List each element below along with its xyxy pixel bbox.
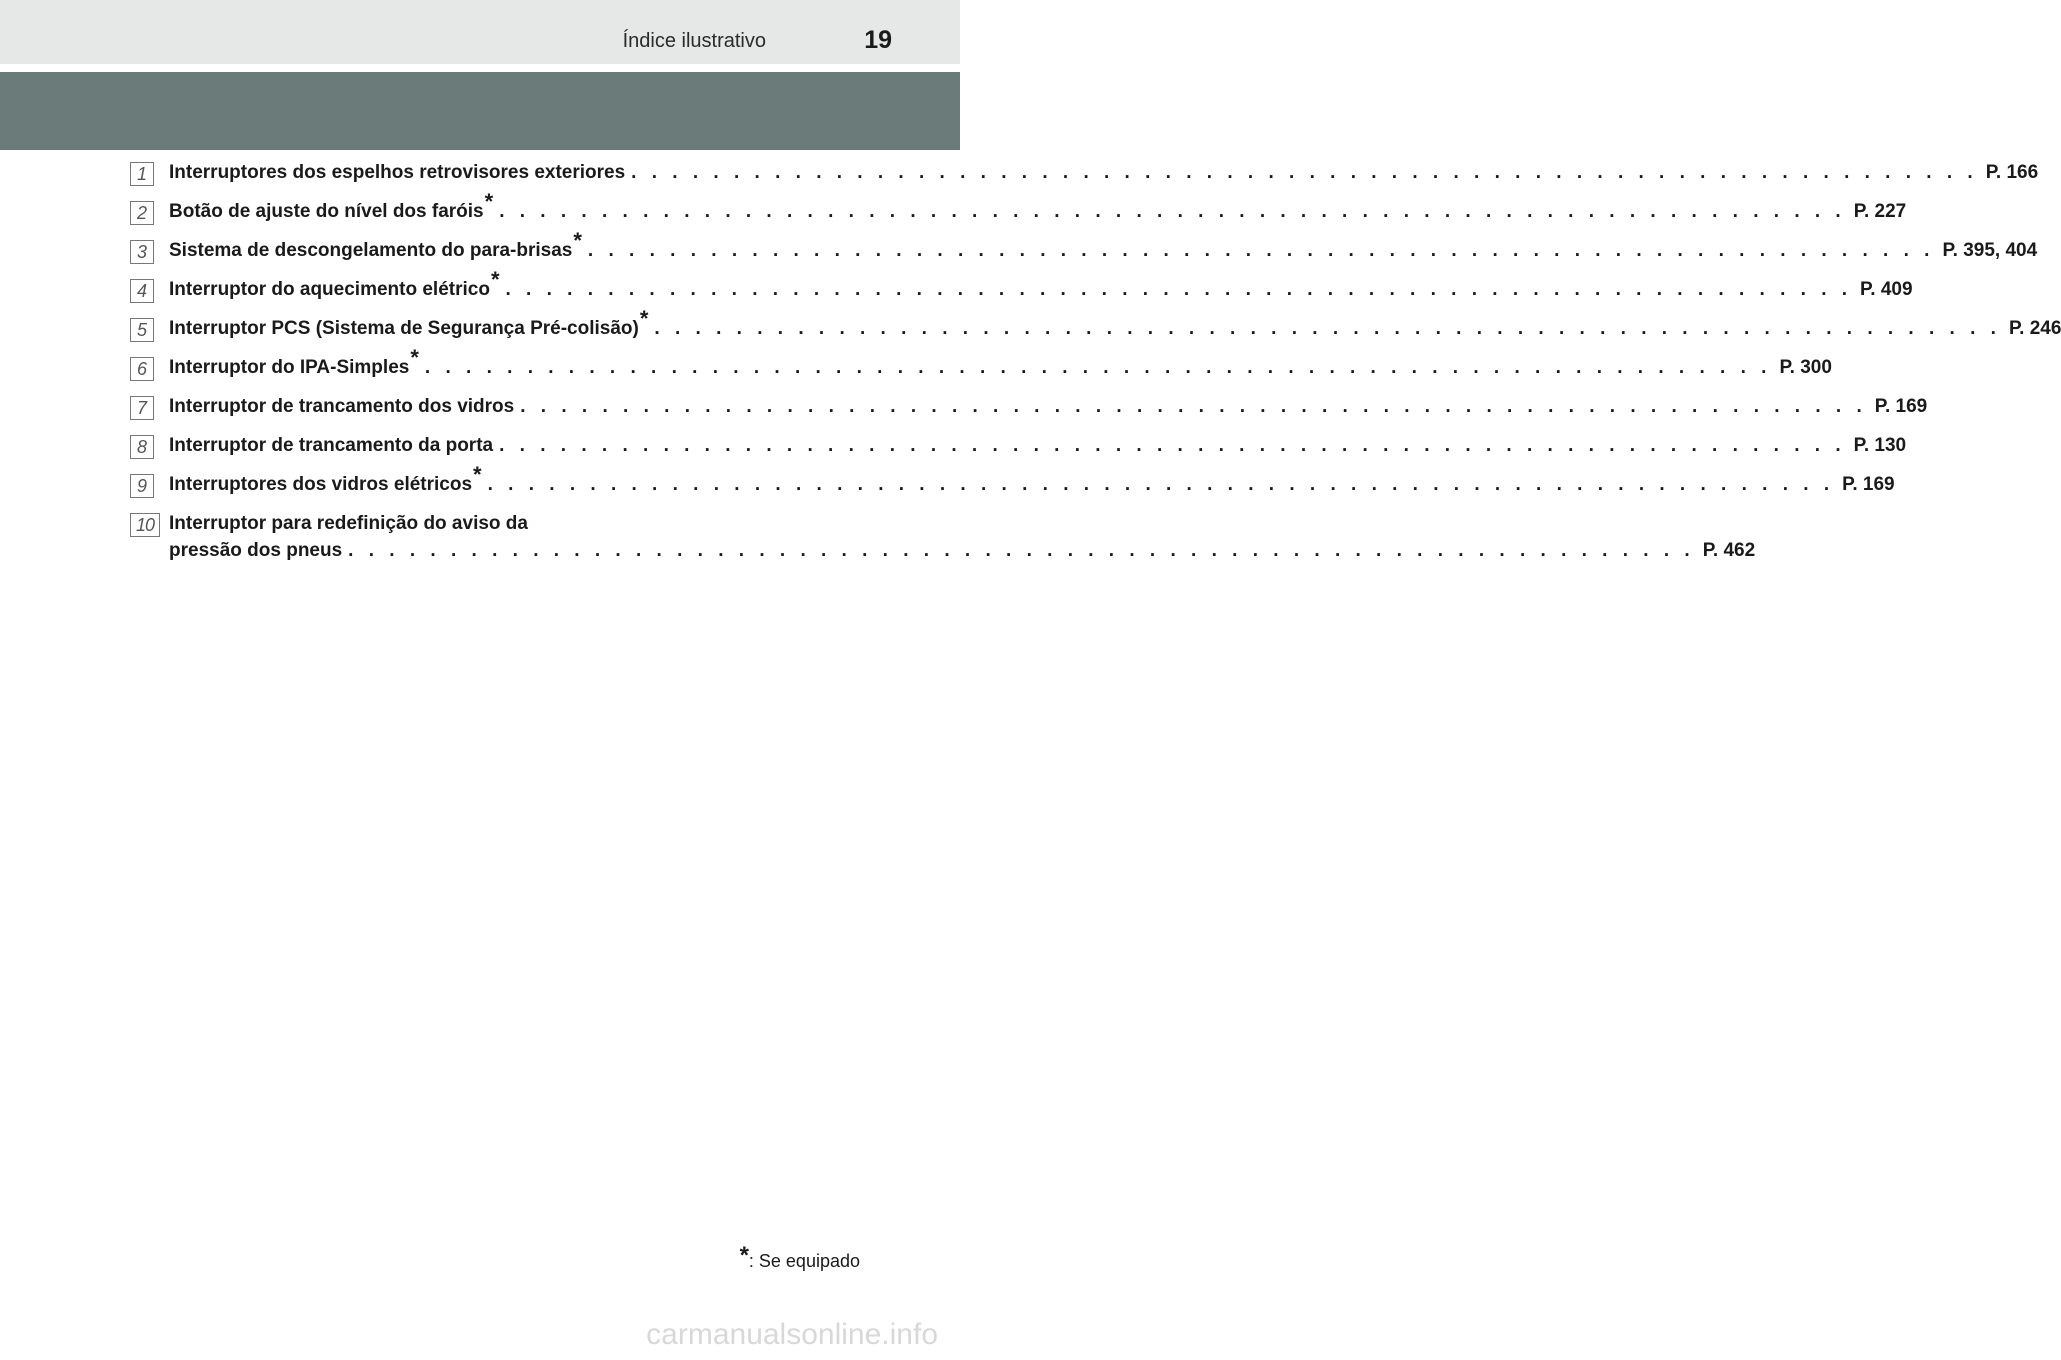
page-number: 19 (864, 26, 892, 54)
page-reference-link[interactable]: P. 409 (1860, 279, 1913, 300)
index-entry-2 (130, 189, 1907, 225)
page-reference-link[interactable]: P. 395, 404 (1942, 240, 2038, 261)
page-reference-link[interactable]: P. 166 (1985, 162, 2039, 183)
item-number-badge: 4 (130, 279, 154, 303)
dot-leader (588, 240, 1935, 262)
dot-leader (520, 396, 1867, 418)
page-reference-link[interactable]: P. 227 (1853, 201, 1907, 222)
index-entry-7 (130, 396, 1928, 420)
index-entry-8 (130, 435, 1907, 459)
equipped-asterisk: * (473, 462, 482, 487)
watermark: carmanualsonline.info (646, 1318, 938, 1351)
item-number-badge: 9 (130, 474, 154, 498)
index-entry-3 (130, 228, 2038, 264)
equipped-asterisk: * (484, 189, 494, 214)
dot-leader (499, 435, 1846, 457)
entry-label: Interruptor de trancamento dos vidros (169, 396, 515, 417)
index-entry-1 (130, 162, 2039, 186)
entry-label: Interruptores dos espelhos retrovisores exteriores (169, 162, 626, 183)
dot-leader (425, 357, 1772, 379)
header-band (0, 72, 960, 150)
dot-leader (499, 201, 1846, 223)
item-number-badge: 6 (130, 357, 154, 381)
index-entry-6 (130, 345, 1832, 381)
item-number-badge: 3 (130, 240, 154, 264)
footnote (739, 1242, 860, 1274)
section-title: Índice ilustrativo (622, 30, 766, 52)
item-number-badge: 1 (130, 162, 154, 186)
page-reference-link[interactable]: P. 130 (1853, 435, 1907, 456)
entry-label: Botão de ajuste do nível dos faróis* (169, 189, 494, 222)
dot-leader (631, 162, 1978, 184)
entry-label: Interruptores dos vidros elétricos* (169, 462, 482, 495)
dot-leader (506, 279, 1853, 301)
equipped-asterisk: * (410, 345, 419, 370)
item-number-badge: 10 (130, 513, 160, 537)
entry-label: Interruptor do IPA-Simples* (169, 345, 419, 378)
dot-leader (488, 474, 1835, 496)
index-entry-4 (130, 267, 1913, 303)
footnote-text: : Se equipado (748, 1251, 860, 1271)
page-reference-link[interactable]: P. 300 (1779, 357, 1832, 378)
page-reference-link[interactable]: P. 169 (1874, 396, 1928, 417)
entry-label-line-2: pressão dos pneus (169, 540, 343, 561)
entry-label: Interruptor de trancamento da porta (169, 435, 494, 456)
entry-label-line-1: Interruptor para redefinição do aviso da (169, 513, 528, 534)
equipped-asterisk: * (490, 267, 500, 292)
equipped-asterisk: * (639, 306, 649, 331)
index-entry-9 (130, 462, 1895, 498)
footnote-asterisk: * (739, 1242, 749, 1269)
equipped-asterisk: * (573, 228, 582, 253)
index-entry-10 (130, 513, 1756, 562)
index-list (130, 162, 2061, 577)
page-reference-link[interactable]: P. 246 (2008, 318, 2061, 339)
dot-leader (654, 318, 2001, 340)
index-entry-5 (130, 306, 2061, 342)
entry-label: Interruptor PCS (Sistema de Segurança Pré-colisão)* (169, 306, 649, 339)
dot-leader (348, 540, 1695, 562)
item-number-badge: 7 (130, 396, 154, 420)
item-number-badge: 2 (130, 201, 154, 225)
entry-label: Sistema de descongelamento do para-brisas* (169, 228, 582, 261)
item-number-badge: 5 (130, 318, 154, 342)
item-number-badge: 8 (130, 435, 154, 459)
entry-label: Interruptor do aquecimento elétrico* (169, 267, 500, 300)
page-reference-link[interactable]: P. 169 (1842, 474, 1895, 495)
page-reference-link[interactable]: P. 462 (1702, 540, 1756, 561)
page-header-bar (0, 0, 960, 64)
